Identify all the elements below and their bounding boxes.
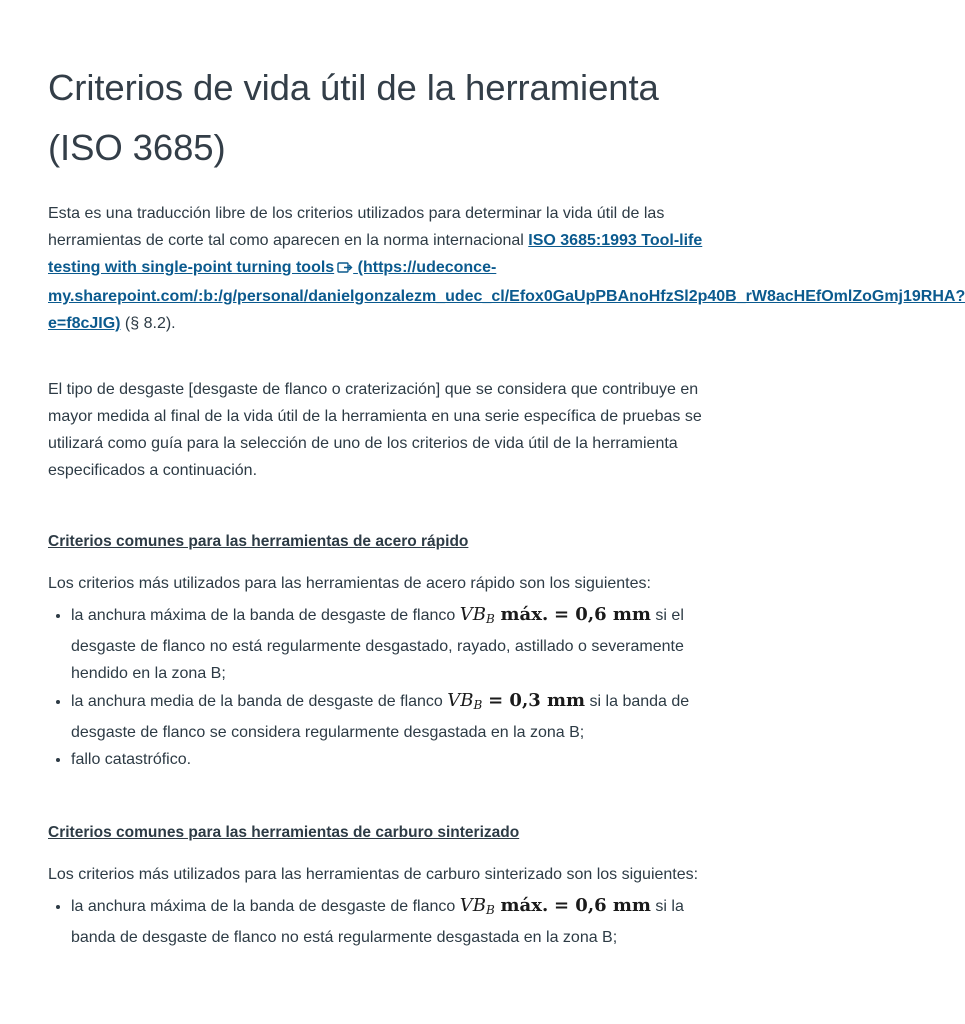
formula-subscript: B — [485, 903, 495, 917]
criterion-text: si la banda de desgaste de flanco no está regularmente desgastada en la zona B; — [71, 898, 684, 946]
formula-subscript: B — [473, 698, 483, 712]
intro-text-after: (§ 8.2). — [120, 315, 176, 332]
hss-section-intro: Los criterios más utilizados para las herramientas de acero rápido son los siguientes: — [48, 575, 651, 592]
intro-paragraph — [48, 200, 965, 337]
criterion-text: si el desgaste de flanco no está regularmente desgastado, rayado, astillado o severamente hendido en la zona B; — [71, 607, 684, 682]
criterion-text: si la banda de desgaste de flanco se considera regularmente desgastada en la zona B; — [71, 693, 690, 741]
criterion-text: la anchura máxima de la banda de desgaste de flanco — [71, 607, 460, 624]
wear-type-paragraph: El tipo de desgaste [desgaste de flanco o craterización] que se considera que contribuye en mayor medida al final de la vida útil de la herramienta en una serie específica de pruebas se utilizará como guía para la selección de uno de los criterios de vida útil de la herramienta especificados a continuación. — [48, 381, 702, 479]
iso-link-url: (https://udeconce-my.sharepoint.com/:b:/g/personal/danielgonzalezm_udec_cl/Efox0GaUpPBAnoHfzSl2p40B_rW8acHEfOmlZoGmj19RHA?e=f8cJIG) — [48, 259, 965, 332]
external-link-icon — [337, 256, 353, 283]
list-item — [71, 601, 728, 687]
formula-vb-max — [460, 604, 651, 625]
carbide-section-heading: Criterios comunes para las herramientas de carburo sinterizado — [48, 824, 520, 841]
formula-symbol: VB — [459, 604, 486, 625]
formula-value: = 0,6 mm — [553, 604, 651, 625]
criterion-text: la anchura media de la banda de desgaste de flanco — [71, 693, 448, 710]
list-item: • fallo catastrófico. — [71, 746, 728, 773]
hss-section-heading: Criterios comunes para las herramientas de acero rápido — [48, 533, 469, 550]
formula-vb-max — [460, 895, 651, 916]
formula-value: = 0,3 mm — [488, 690, 586, 711]
intro-text-before: Esta es una traducción libre de los criterios utilizados para determinar la vida útil de las herramientas de corte tal como aparecen en la norma internacional — [48, 205, 665, 249]
carbide-section-intro: Los criterios más utilizados para las herramientas de carburo sinterizado son los siguientes: — [48, 866, 699, 883]
formula-qualifier: máx. — [500, 895, 549, 916]
carbide-criteria-list — [48, 892, 728, 951]
list-item — [71, 892, 728, 951]
iso-link-title: ISO 3685:1993 Tool-life testing with single-point turning tools — [48, 232, 703, 276]
criterion-text: la anchura máxima de la banda de desgaste de flanco — [71, 898, 460, 915]
list-item — [71, 687, 728, 746]
formula-symbol: VB — [447, 690, 474, 711]
formula-subscript: B — [485, 612, 495, 626]
formula-value: = 0,6 mm — [553, 895, 651, 916]
page-title: Criterios de vida útil de la herramienta (ISO 3685) — [48, 67, 659, 168]
formula-symbol: VB — [459, 895, 486, 916]
hss-criteria-list — [48, 601, 728, 773]
formula-qualifier: máx. — [500, 604, 549, 625]
formula-vb-mean — [447, 690, 585, 711]
